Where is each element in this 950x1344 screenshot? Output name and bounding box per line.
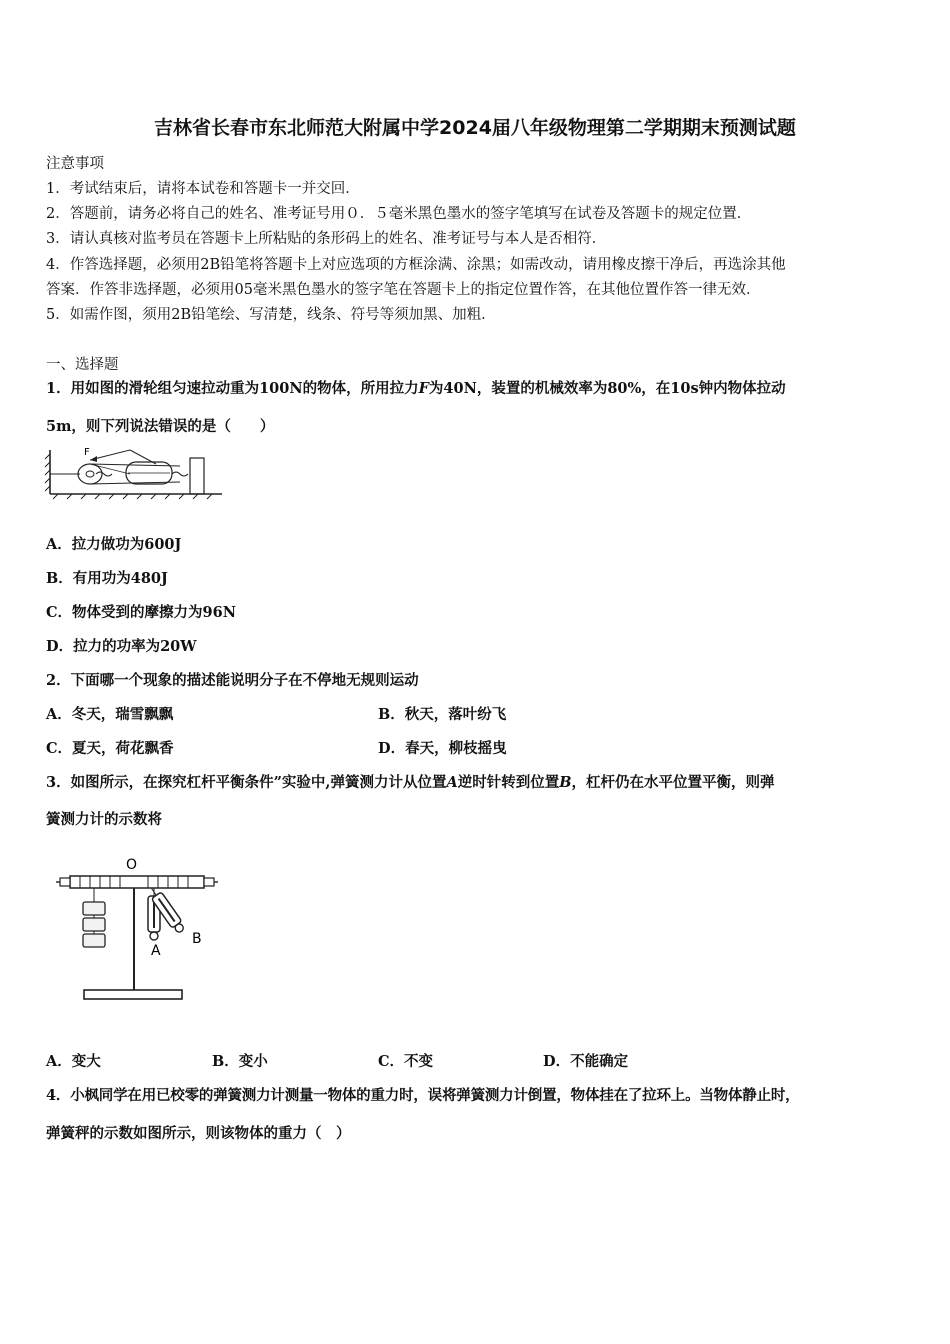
q1-option-d[interactable]: D．拉力的功率为20W [46,638,197,655]
force-label: F [84,447,90,458]
q3-stem-c: ，杠杆仍在水平位置平衡，则弹 [571,774,775,791]
q2-option-d[interactable]: D．春天，柳枝摇曳 [378,740,507,757]
q3-stem [46,771,775,792]
q1-stem-a: 1．用如图的滑轮组匀速拉动重为100N的物体，所用拉力 [46,380,419,397]
q3-option-c[interactable]: C．不变 [378,1053,434,1070]
q3-stem-a: 3．如图所示，在探究杠杆平衡条件”实验中,弹簧测力计从位置 [46,774,447,791]
q1-option-b[interactable]: B．有用功为480J [46,570,168,587]
pulley-system-figure [44,446,226,500]
notice-item: 1．考试结束后，请将本试卷和答题卡一并交回． [46,181,360,197]
notice-item: 2．答题前，请务必将自己的姓名、准考证号用０．５毫米黑色墨水的签字笔填写在试卷及答题卡的规定位置． [46,206,752,222]
q4-stem-line2: 弹簧秤的示数如图所示，则该物体的重力（ ） [46,1125,351,1142]
q2-option-c[interactable]: C．夏天，荷花飘香 [46,740,174,757]
notice-item: 5．如需作图，须用2B铅笔绘、写清楚，线条、符号等须加黑、加粗． [46,307,496,323]
notice-item: 3．请认真核对监考员在答题卡上所粘贴的条形码上的姓名、准考证号与本人是否相符． [46,231,607,247]
page-title: 吉林省长春市东北师范大附属中学2024届八年级物理第二学期期末预测试题 [154,117,796,139]
notice-item: 答案．作答非选择题，必须用05毫米黑色墨水的签字笔在答题卡上的指定位置作答，在其他位置作答一律无效． [46,282,761,298]
q1-stem [46,377,786,398]
q4-stem-line1: 4．小枫同学在用已校零的弹簧测力计测量一物体的重力时，误将弹簧测力计倒置，物体挂在了拉环上。当物体静止时， [46,1087,800,1104]
pivot-label: O [126,857,138,873]
q1-var-f: F [418,380,429,397]
section-heading: 一、选择题 [46,357,119,373]
q3-var-a: A [446,774,458,791]
q1-option-c[interactable]: C．物体受到的摩擦力为96N [46,604,236,621]
q2-option-b[interactable]: B．秋天，落叶纷飞 [378,706,507,723]
notice-item: 4．作答选择题，必须用2B铅笔将答题卡上对应选项的方框涂满、涂黑；如需改动，请用橡皮擦干净后，再选涂其他 [46,257,786,273]
q3-option-a[interactable]: A．变大 [46,1053,101,1070]
position-a-label: A [151,943,161,959]
q1-stem-b: 为40N，装置的机械效率为80%，在10s钟内物体拉动 [428,380,786,397]
q3-var-b: B [559,774,572,791]
notice-heading: 注意事项 [46,156,104,172]
q3-option-d[interactable]: D．不能确定 [543,1053,629,1070]
q1-option-a[interactable]: A．拉力做功为600J [46,536,182,553]
q2-stem: 2．下面哪一个现象的描述能说明分子在不停地无规则运动 [46,672,419,689]
q2-option-a[interactable]: A．冬天，瑞雪飘飘 [46,706,174,723]
q3-stem-b: 逆时针转到位置 [457,774,560,791]
lever-figure [56,852,226,1006]
q3-option-b[interactable]: B．变小 [212,1053,268,1070]
position-b-label: B [192,931,202,947]
q1-stem-line2: 5m，则下列说法错误的是（ ） [46,418,275,435]
q3-stem-line2: 簧测力计的示数将 [46,811,162,828]
